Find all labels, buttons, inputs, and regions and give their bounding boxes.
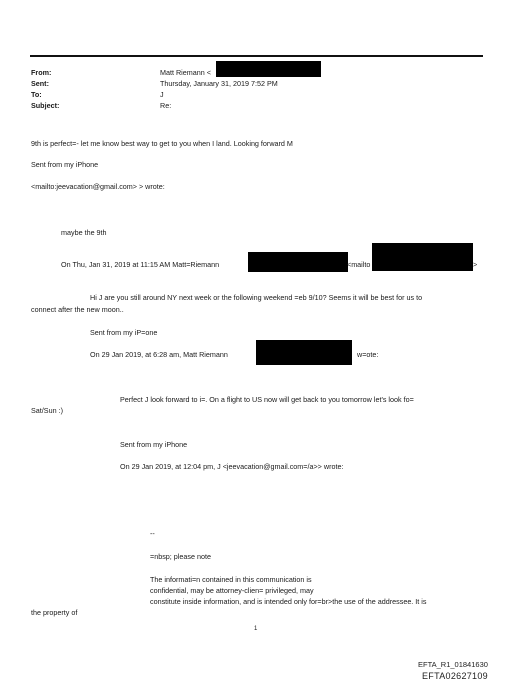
body-line-8a: On 29 Jan 2019, at 6:28 am, Matt Riemann — [90, 350, 228, 359]
body-line-12: =nbsp; please note — [150, 552, 211, 561]
to-value: J — [160, 90, 164, 99]
body-line-13b: confidential, may be attorney-clien= privileged, may — [150, 586, 314, 595]
redaction-from — [216, 61, 321, 77]
page-number: 1 — [254, 626, 258, 632]
header-rule — [30, 55, 483, 57]
redaction-quote-1a — [248, 252, 348, 272]
body-line-11: On 29 Jan 2019, at 12:04 pm, J <jeevacation@gmail.com=/a>> wrote: — [120, 462, 344, 471]
body-line-7: Sent from my iP=one — [90, 328, 158, 337]
body-line-14: the property of — [31, 608, 78, 617]
footer-ref-2: EFTA02627109 — [422, 671, 488, 681]
body-line-9a: Perfect J look forward to i=. On a flight to US now will get back to you tomorrow let's look fo= — [120, 395, 414, 404]
sent-value: Thursday, January 31, 2019 7:52 PM — [160, 79, 278, 88]
body-line-4: maybe the 9th — [61, 228, 107, 237]
body-line-5a: On Thu, Jan 31, 2019 at 11:15 AM Matt=Riemann — [61, 260, 220, 269]
body-line-5b: <mailto — [347, 260, 371, 269]
body-line-1: 9th is perfect=- let me know best way to get to you when I land. Looking forward M — [31, 139, 293, 148]
to-label: To: — [31, 90, 42, 99]
body-line-6b: connect after the new moon.. — [31, 305, 124, 314]
body-line-6a: Hi J are you still around NY next week or the following weekend =eb 9/10? Seems it will be best for us to — [90, 293, 423, 302]
redaction-quote-1b — [372, 243, 473, 271]
signature-dashes: -- — [150, 529, 155, 538]
subject-label: Subject: — [31, 101, 60, 110]
body-line-13c: constitute inside information, and is intended only for=br>the use of the addressee. It is — [150, 597, 427, 606]
body-line-10: Sent from my iPhone — [120, 440, 188, 449]
subject-value: Re: — [160, 101, 172, 110]
body-line-13a: The informati=n contained in this communication is — [150, 575, 312, 584]
footer-ref-1: EFTA_R1_01841630 — [418, 660, 488, 669]
body-line-9b: Sat/Sun :) — [31, 406, 63, 415]
body-line-3: <mailto:jeevacation@gmail.com> > wrote: — [31, 182, 165, 191]
from-value: Matt Riemann < — [160, 68, 211, 77]
body-line-5c: > — [473, 260, 478, 269]
from-label: From: — [31, 68, 52, 77]
body-line-8b: w=ote: — [357, 350, 379, 359]
sent-label: Sent: — [31, 79, 49, 88]
body-line-2: Sent from my iPhone — [31, 160, 99, 169]
redaction-quote-2 — [256, 340, 352, 365]
